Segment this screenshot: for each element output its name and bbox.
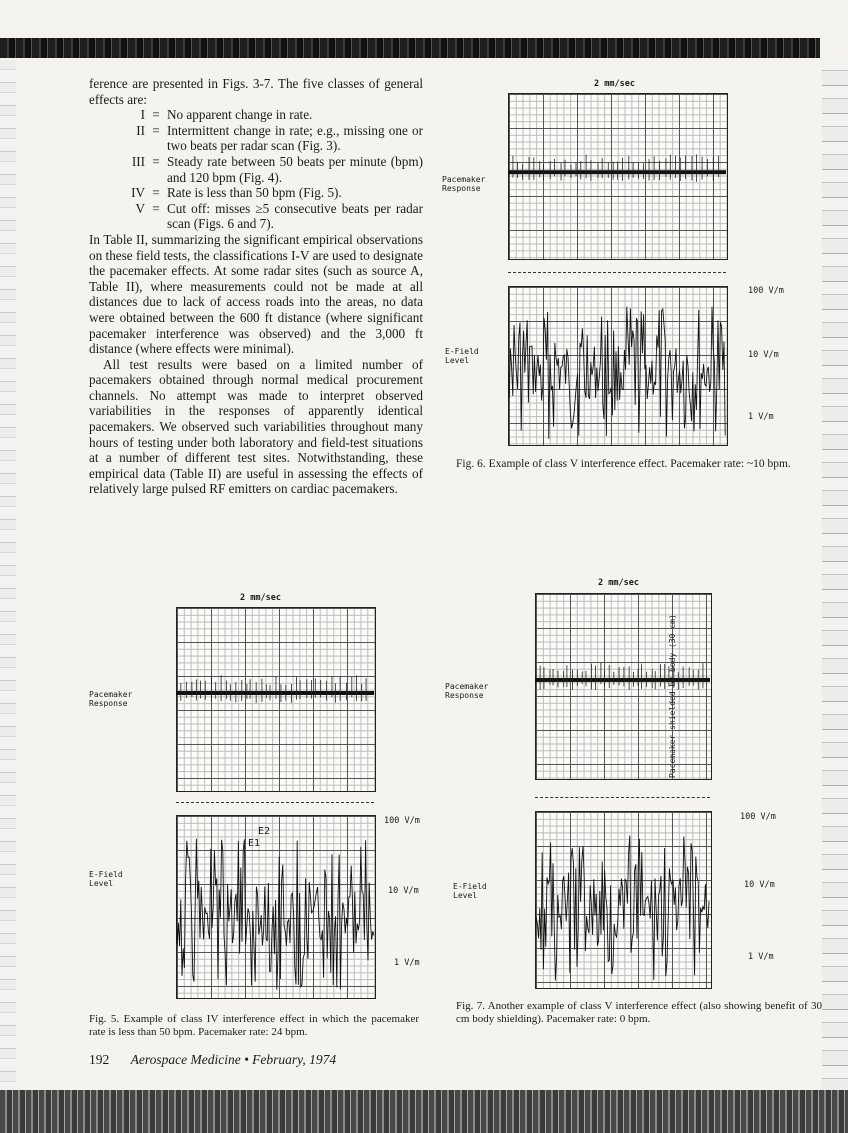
efield-waveform xyxy=(508,307,725,439)
class-text: Cut off: misses ≥5 consecutive beats per radar scan (Figs. 6 and 7). xyxy=(167,200,423,232)
pacemaker-response-trace xyxy=(535,593,710,778)
class-text: Rate is less than 50 bpm (Fig. 5). xyxy=(167,185,342,201)
class-text: No apparent change in rate. xyxy=(167,107,313,123)
class-item: III = Steady rate between 50 beats per minute (bpm) and 120 bpm (Fig. 4). xyxy=(89,154,423,185)
level-1-label: 1 V/m xyxy=(748,412,774,422)
baseline-trace xyxy=(508,170,726,174)
chart-speed-label: 2 mm/sec xyxy=(598,578,639,588)
journal-name: Aerospace Medicine • February, 1974 xyxy=(130,1052,337,1067)
e1-marker: E1 xyxy=(248,838,261,849)
scan-right-edge xyxy=(822,58,848,1090)
level-10-label: 10 V/m xyxy=(744,880,775,890)
pacemaker-response-label: Pacemaker Response xyxy=(445,682,489,700)
body-text-column xyxy=(89,76,423,497)
class-number: V xyxy=(135,200,145,216)
class-text: Intermittent change in rate; e.g., missing one or two beats per radar scan (Fig. 3). xyxy=(167,122,423,154)
scan-bottom-border xyxy=(0,1090,848,1133)
divider-line xyxy=(535,797,710,799)
efield-level-label: E-Field Level xyxy=(453,882,487,900)
pacemaker-response-trace xyxy=(508,93,726,258)
class-item: IV = Rate is less than 50 bpm (Fig. 5). xyxy=(89,185,423,201)
efield-trace xyxy=(508,286,726,444)
efield-trace xyxy=(535,811,710,987)
efield-level-label: E-Field Level xyxy=(89,870,123,888)
efield-trace xyxy=(176,815,374,997)
efield-waveform xyxy=(176,839,374,990)
class-item: II = Intermittent change in rate; e.g., missing one or two beats per radar scan (Fig. 3). xyxy=(89,123,423,154)
figure-7-caption: Fig. 7. Another example of class V interference effect (also showing benefit of 30 cm body shielding). Pacemaker rate: 0 bpm. xyxy=(456,1000,822,1025)
class-number: I xyxy=(140,107,145,123)
divider-line xyxy=(508,272,726,274)
class-number: IV xyxy=(131,185,145,201)
scan-left-edge xyxy=(0,60,16,1090)
pacemaker-response-trace xyxy=(176,607,374,790)
pacemaker-response-label: Pacemaker Response xyxy=(442,175,486,193)
level-1-label: 1 V/m xyxy=(748,952,774,962)
figure-5-caption: Fig. 5. Example of class IV interference effect in which the pacemaker rate is less than 50 bpm. Pacemaker rate: 24 bpm. xyxy=(89,1013,419,1038)
level-100-label: 100 V/m xyxy=(740,812,776,822)
figure-6-caption: Fig. 6. Example of class V interference effect. Pacemaker rate: ~10 bpm. xyxy=(456,458,791,470)
level-10-label: 10 V/m xyxy=(388,886,419,896)
paragraph: All test results were based on a limited number of pacemakers obtained through normal medical procurement channels. No attempt was made to interpret observed variabilities in the responses of apparently identical pacemakers. We observed such variabilities throughout many hours of testing under both laboratory and field-test situations at a number of different test sites. Notwithstanding, these empirical data (Table II) are useful in assessing the effects of relatively large pulsed RF emitters on cardiac pacemakers. xyxy=(89,356,423,497)
e2-marker: E2 xyxy=(258,826,271,837)
level-100-label: 100 V/m xyxy=(384,816,420,826)
classes-list xyxy=(89,107,423,232)
baseline-trace xyxy=(176,691,374,695)
page-number: 192 xyxy=(89,1052,110,1067)
paragraph: In Table II, summarizing the significant empirical observations on these field tests, the classifications I-V are used to designate the pacemaker effects. At some radar sites (such as source A, Table II), where measurements could not be made at all distances due to lack of access roads into the areas, no data were obtained between the 600 ft distance (where significant pacemaker interference was observed) and the 3,000 ft distance (where effects were minimal). xyxy=(89,231,423,357)
shielding-annotation: Pacemaker shielded by body (30 cm) xyxy=(668,614,677,778)
level-10-label: 10 V/m xyxy=(748,350,779,360)
class-item: I = No apparent change in rate. xyxy=(89,107,423,123)
divider-line xyxy=(176,802,374,804)
level-100-label: 100 V/m xyxy=(748,286,784,296)
page-footer xyxy=(89,1052,336,1068)
pacemaker-response-label: Pacemaker Response xyxy=(89,690,133,708)
class-item: V = Cut off: misses ≥5 consecutive beats per radar scan (Figs. 6 and 7). xyxy=(89,201,423,232)
intro-paragraph: ference are presented in Figs. 3-7. The five classes of general effects are: xyxy=(89,76,423,107)
efield-waveform xyxy=(535,836,709,981)
chart-speed-label: 2 mm/sec xyxy=(240,593,281,603)
class-number: II xyxy=(136,122,145,138)
level-1-label: 1 V/m xyxy=(394,958,420,968)
baseline-trace xyxy=(535,678,710,682)
chart-speed-label: 2 mm/sec xyxy=(594,79,635,89)
class-text: Steady rate between 50 beats per minute (bpm) and 120 bpm (Fig. 4). xyxy=(167,153,423,185)
class-number: III xyxy=(131,153,145,169)
efield-level-label: E-Field Level xyxy=(445,347,479,365)
scan-top-border xyxy=(0,38,820,58)
